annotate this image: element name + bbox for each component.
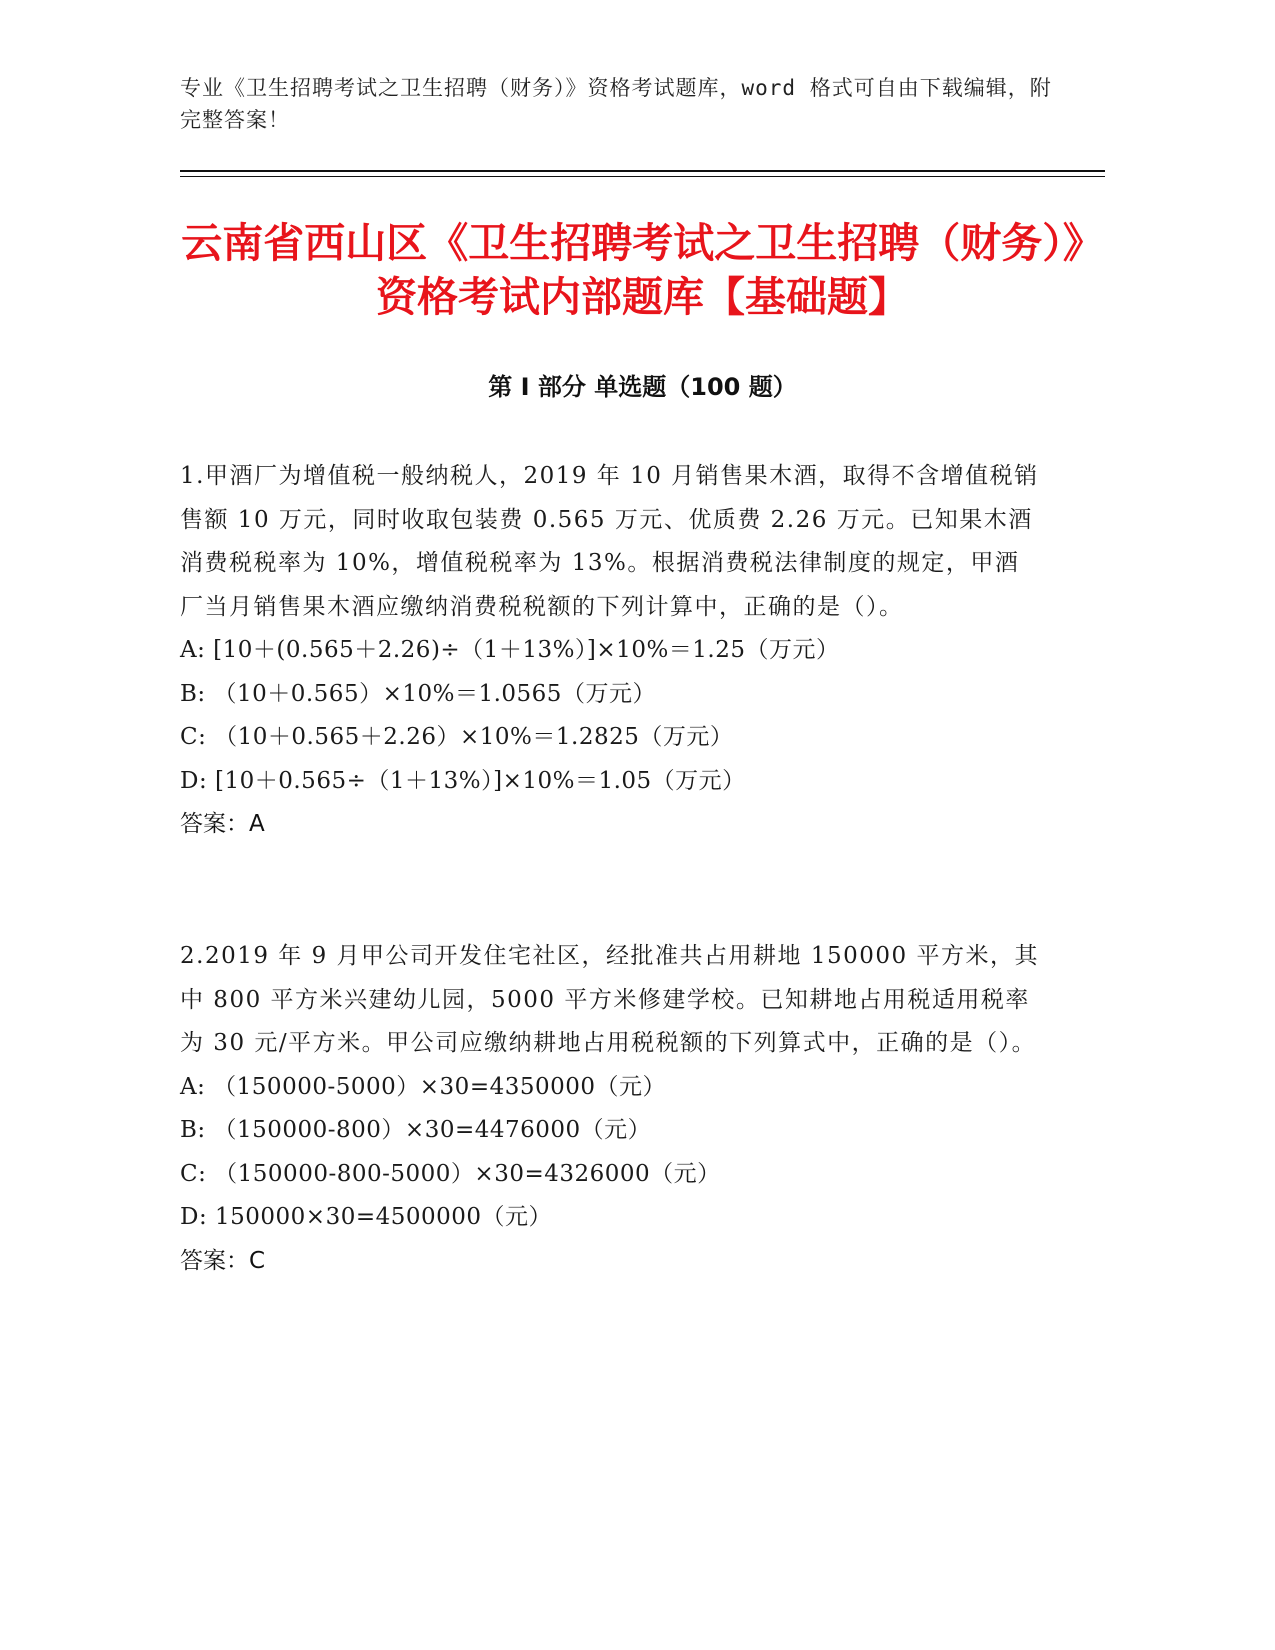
- question-stem: 2.2019 年 9 月甲公司开发住宅社区，经批准共占用耕地 150000 平方米，其中 800 平方米兴建幼儿园，5000 平方米修建学校。已知耕地占用税适用税率为 30 元/平方米。甲公司应缴纳耕地占用税税额的下列算式中，正确的是（）。: [180, 943, 1039, 1056]
- option-a: A: [10＋(0.565＋2.26)÷（1＋13%）]×10%＝1.25（万元）: [180, 637, 840, 663]
- option-d: D: 150000×30=4500000（元）: [180, 1204, 553, 1230]
- question-stem: 1.甲酒厂为增值税一般纳税人，2019 年 10 月销售果木酒，取得不含增值税销售额 10 万元，同时收取包装费 0.565 万元、优质费 2.26 万元。已知果木酒消费税税率为 10%，增值税税率为 13%。根据消费税法律制度的规定，甲酒厂当月销售果木酒应缴纳消费税税额的下列计算中，正确的是（）。: [180, 463, 1039, 620]
- header-rule-thick: [180, 170, 1105, 172]
- option-c: C: （10＋0.565＋2.26）×10%＝1.2825（万元）: [180, 724, 734, 750]
- answer-line: 答案：A: [180, 811, 265, 837]
- option-b: B: （150000-800）×30=4476000（元）: [180, 1117, 652, 1143]
- header-note: 专业《卫生招聘考试之卫生招聘（财务）》资格考试题库，word 格式可自由下载编辑，附完整答案！: [180, 76, 1052, 132]
- section-heading: 第 I 部分 单选题（100 题）: [488, 373, 797, 401]
- option-d: D: [10＋0.565÷（1＋13%）]×10%＝1.05（万元）: [180, 767, 746, 794]
- question-1: [180, 455, 1040, 847]
- question-2: [180, 935, 1040, 1283]
- option-c: C: （150000-800-5000）×30=4326000（元）: [180, 1160, 721, 1187]
- document-title: 云南省西山区《卫生招聘考试之卫生招聘（财务）》资格考试内部题库【基础题】: [181, 219, 1104, 321]
- header-rule-thin: [180, 176, 1105, 177]
- option-b: B: （10＋0.565）×10%＝1.0565（万元）: [180, 680, 656, 707]
- option-a: A: （150000-5000）×30=4350000（元）: [180, 1073, 667, 1100]
- answer-line: 答案：C: [180, 1247, 266, 1274]
